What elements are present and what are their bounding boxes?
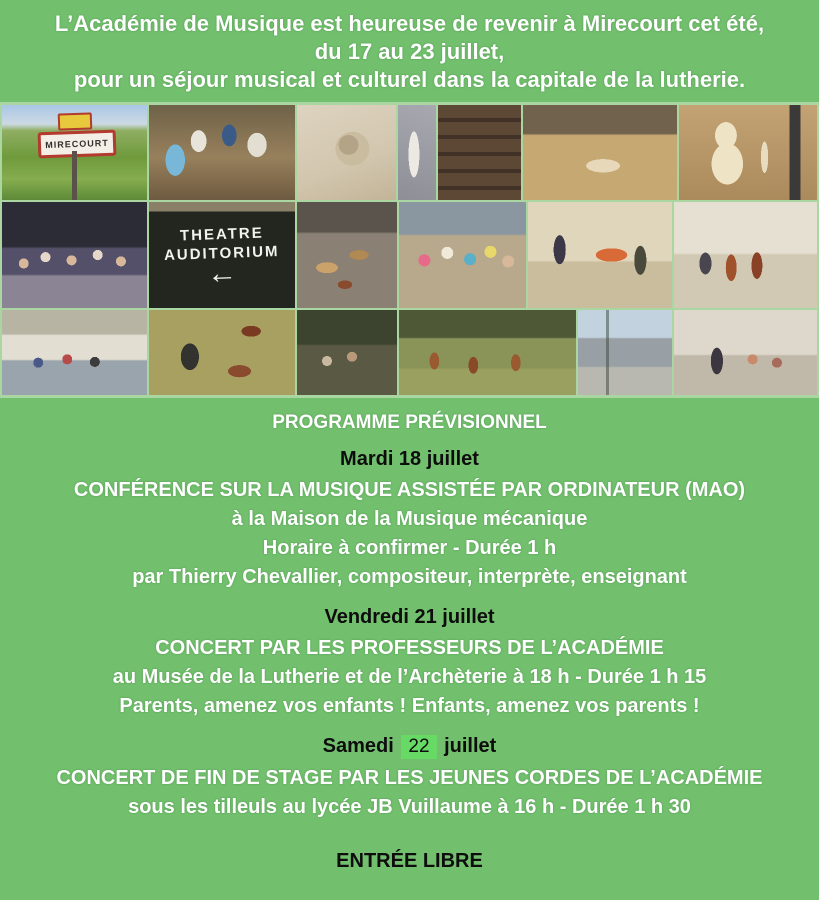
photo-orchestra-rehearsal — [2, 202, 147, 308]
photo-workshop-shelves — [438, 105, 521, 200]
program-title: PROGRAMME PRÉVISIONNEL — [272, 412, 547, 433]
photo-violin-trio-rehearsal — [528, 202, 672, 308]
photo-violin-parts-table — [297, 202, 397, 308]
photo-lutherie-workshop-group — [149, 105, 295, 200]
header-line-1: L’Académie de Musique est heureuse de revenir à Mirecourt cet été, — [54, 11, 765, 36]
event-line: par Thierry Chevallier, compositeur, interprète, enseignant — [132, 566, 687, 588]
collage-row-3 — [2, 310, 817, 395]
photo-theatre-auditorium-blackboard — [149, 202, 295, 308]
photo-violin-scroll — [297, 105, 396, 200]
photo-children-group — [399, 202, 526, 308]
left-arrow-icon: ← — [206, 256, 238, 291]
mirecourt-town-sign — [38, 130, 117, 159]
photo-mirecourt-road-sign — [2, 105, 147, 200]
event-line: sous les tilleuls au lycée JB Vuillaume à 16 h - Durée 1 h 30 — [128, 796, 691, 818]
photo-crowd-under-trees — [297, 310, 397, 395]
photo-hall-gathering — [2, 310, 147, 395]
yellow-road-sign — [58, 112, 93, 130]
event-day-mardi: Mardi 18 juillet — [340, 448, 479, 470]
event-line: Horaire à confirmer - Durée 1 h — [262, 537, 557, 559]
photo-violin-rib — [398, 105, 436, 200]
date-highlight: 22 — [401, 735, 436, 759]
event-friday — [0, 606, 819, 721]
event-tuesday — [0, 448, 819, 592]
event-line: Parents, amenez vos enfants ! Enfants, amenez vos parents ! — [119, 695, 700, 717]
photo-workbench-violin-top — [523, 105, 677, 200]
header-line-3: pour un séjour musical et culturel dans la capitale de la lutherie. — [73, 67, 746, 92]
samedi-prefix: Samedi — [322, 735, 394, 757]
blackboard-text-auditorium: AUDITORIUM — [163, 242, 281, 265]
photo-round-room-audience — [674, 310, 817, 395]
photo-violin-back-tools — [679, 105, 817, 200]
photo-cello-class — [674, 202, 817, 308]
event-day-vendredi: Vendredi 21 juillet — [324, 606, 495, 628]
blackboard-text-theatre: THEATRE — [179, 224, 265, 245]
event-line: au Musée de la Lutherie et de l’Archèterie à 18 h - Durée 1 h 15 — [112, 666, 707, 688]
event-line: CONCERT PAR LES PROFESSEURS DE L’ACADÉMIE — [155, 637, 664, 659]
photo-school-building — [578, 310, 672, 395]
event-line: à la Maison de la Musique mécanique — [231, 508, 588, 530]
collage-row-1 — [2, 105, 817, 200]
collage-row-2 — [2, 202, 817, 308]
header-line-2: du 17 au 23 juillet, — [314, 39, 505, 64]
event-line: CONFÉRENCE SUR LA MUSIQUE ASSISTÉE PAR ORDINATEUR (MAO) — [73, 479, 746, 501]
event-saturday — [0, 735, 819, 822]
event-line: CONCERT DE FIN DE STAGE PAR LES JEUNES CORDES DE L’ACADÉMIE — [56, 767, 763, 789]
free-entry-notice: ENTRÉE LIBRE — [336, 850, 483, 872]
flyer-header — [0, 0, 819, 94]
mirecourt-sign-text: MIRECOURT — [45, 137, 109, 151]
photo-cellos-on-grass — [149, 310, 295, 395]
samedi-suffix: juillet — [444, 735, 497, 757]
event-day-samedi — [0, 735, 819, 759]
photo-collage — [0, 102, 819, 398]
program-section — [0, 412, 819, 873]
sign-pole — [72, 151, 77, 200]
photo-outdoor-cello-circle — [399, 310, 576, 395]
